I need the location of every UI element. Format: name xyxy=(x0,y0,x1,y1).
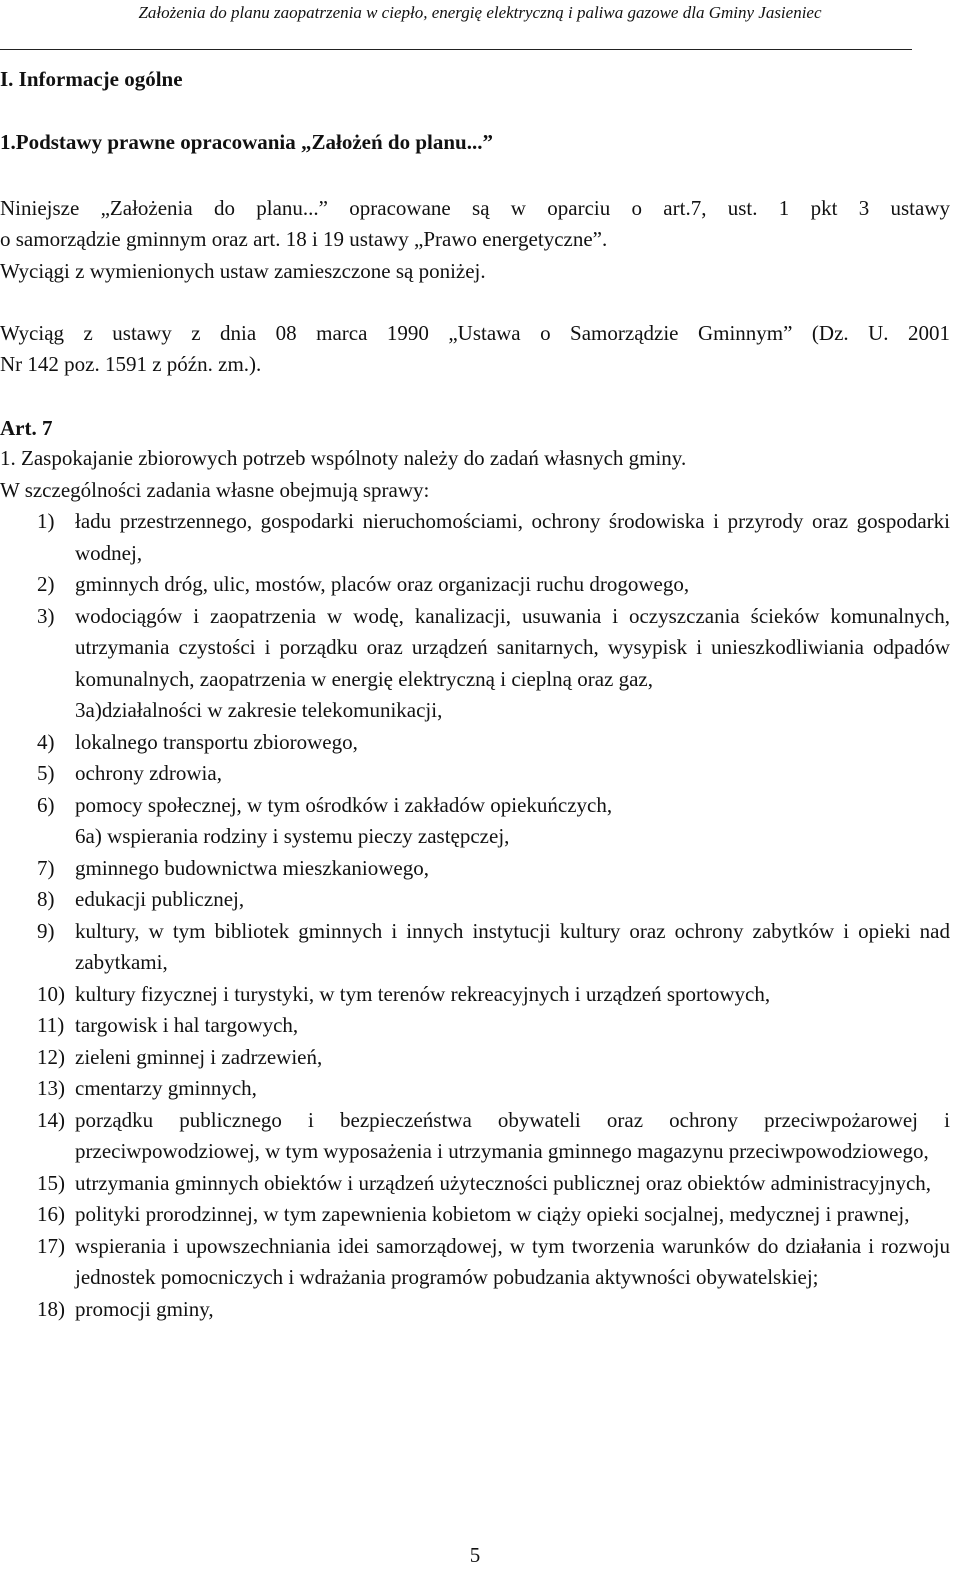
intro-line-1: Niniejsze „Założenia do planu...” opracowane są w oparciu o art.7, ust. 1 pkt 3 ustawy xyxy=(0,196,950,220)
list-item xyxy=(0,727,950,759)
item-text: lokalnego transportu zbiorowego, xyxy=(75,729,358,754)
article-paragraph-2: W szczególności zadania własne obejmują sprawy: xyxy=(0,478,430,502)
list-item xyxy=(0,601,950,696)
article-paragraph-1: 1. Zaspokajanie zbiorowych potrzeb wspólnoty należy do zadań własnych gminy. xyxy=(0,446,687,470)
item-text: polityki prorodzinnej, w tym zapewnienia kobietom w ciąży opieki socjalnej, medycznej i prawnej, xyxy=(75,1202,910,1226)
list-item xyxy=(0,506,950,569)
item-text: utrzymania gminnych obiektów i urządzeń użyteczności publicznej oraz obiektów administracyjnych, xyxy=(75,1170,932,1195)
item-number: 11) xyxy=(37,1013,65,1037)
list-item xyxy=(0,1231,950,1294)
page-number: 5 xyxy=(469,1543,481,1567)
item-number: 18) xyxy=(37,1296,65,1321)
list-item xyxy=(0,821,950,853)
item-text: gminnych dróg, ulic, mostów, placów oraz organizacji ruchu drogowego, xyxy=(75,572,690,596)
item-text: targowisk i hal targowych, xyxy=(75,1013,299,1037)
item-text: 3a)działalności w zakresie telekomunikacji, xyxy=(75,698,443,722)
excerpt-line-1: Wyciąg z ustawy z dnia 08 marca 1990 „Ustawa o Samorządzie Gminnym” (Dz. U. 2001 xyxy=(0,321,950,345)
running-header: Założenia do planu zaopatrzenia w ciepło, energię elektryczną i paliwa gazowe dla Gminy Jasieniec xyxy=(138,3,822,22)
task-list xyxy=(0,506,950,1325)
item-number: 6) xyxy=(37,792,55,817)
list-item xyxy=(0,1010,950,1042)
subsection-title: 1.Podstawy prawne opracowania „Założeń do planu...” xyxy=(0,130,493,154)
item-number: 2) xyxy=(37,572,55,596)
list-item xyxy=(0,758,950,790)
list-item xyxy=(0,1294,950,1326)
item-text: ochrony zdrowia, xyxy=(75,761,222,785)
list-item xyxy=(0,916,950,979)
item-number: 15) xyxy=(37,1170,65,1195)
list-item xyxy=(0,853,950,885)
excerpt-line-2: Nr 142 poz. 1591 z późn. zm.). xyxy=(0,352,262,376)
item-number: 14) xyxy=(37,1107,65,1132)
item-text: kultury fizycznej i turystyki, w tym terenów rekreacyjnych i urządzeń sportowych, xyxy=(75,981,771,1006)
item-number: 4) xyxy=(37,729,55,754)
item-number: 16) xyxy=(37,1202,65,1226)
intro-line-3: Wyciągi z wymienionych ustaw zamieszczone są poniżej. xyxy=(0,259,486,283)
list-item xyxy=(0,884,950,916)
list-item xyxy=(0,1073,950,1105)
item-number: 8) xyxy=(37,887,55,911)
item-text: porządku publicznego i bezpieczeństwa obywateli oraz ochrony przeciwpożarowej i przeciwpowodziowej, w tym wyposażenia i utrzymania gminnego magazynu przeciwpowodziowego, xyxy=(75,1107,950,1163)
item-number: 17) xyxy=(37,1233,65,1258)
item-text: wodociągów i zaopatrzenia w wodę, kanalizacji, usuwania i oczyszczania ścieków komunalnych, utrzymania czystości i porządku oraz urządzeń sanitarnych, wysypisk i unieszkodliwiania odpadów komunalnych, zaopatrzenia w energię elektryczną i cieplną oraz gaz, xyxy=(75,603,950,691)
item-number: 13) xyxy=(37,1076,65,1100)
item-number: 12) xyxy=(37,1044,65,1069)
item-text: kultury, w tym bibliotek gminnych i innych instytucji kultury oraz ochrony zabytków i opieki nad zabytkami, xyxy=(75,918,950,974)
list-item xyxy=(0,1042,950,1074)
item-number: 9) xyxy=(37,918,55,943)
item-text: 6a) wspierania rodziny i systemu pieczy zastępczej, xyxy=(75,824,510,848)
list-item xyxy=(0,1199,950,1231)
item-number: 3) xyxy=(37,603,55,628)
item-text: edukacji publicznej, xyxy=(75,887,245,911)
item-number: 10) xyxy=(37,981,65,1006)
list-item xyxy=(0,1105,950,1168)
intro-line-2: o samorządzie gminnym oraz art. 18 i 19 ustawy „Prawo energetyczne”. xyxy=(0,227,608,251)
item-text: gminnego budownictwa mieszkaniowego, xyxy=(75,855,430,880)
item-text: promocji gminy, xyxy=(75,1296,214,1321)
item-text: zieleni gminnej i zadrzewień, xyxy=(75,1044,323,1069)
article-heading: Art. 7 xyxy=(0,416,53,440)
list-item xyxy=(0,1168,950,1200)
item-number: 5) xyxy=(37,761,55,785)
list-item xyxy=(0,790,950,822)
list-item xyxy=(0,695,950,727)
item-text: pomocy społecznej, w tym ośrodków i zakładów opiekuńczych, xyxy=(75,792,613,817)
item-number: 7) xyxy=(37,855,55,880)
list-item xyxy=(0,979,950,1011)
item-number: 1) xyxy=(37,509,55,533)
section-title: I. Informacje ogólne xyxy=(0,67,183,91)
list-item xyxy=(0,569,950,601)
item-text: cmentarzy gminnych, xyxy=(75,1076,257,1100)
header-rule xyxy=(0,49,912,50)
item-text: wspierania i upowszechniania idei samorządowej, w tym tworzenia warunków do działania i rozwoju jednostek pomocniczych i wdrażania programów pobudzania aktywności obywatelskiej; xyxy=(75,1233,950,1289)
item-text: ładu przestrzennego, gospodarki nieruchomościami, ochrony środowiska i przyrody oraz gospodarki wodnej, xyxy=(75,509,950,565)
